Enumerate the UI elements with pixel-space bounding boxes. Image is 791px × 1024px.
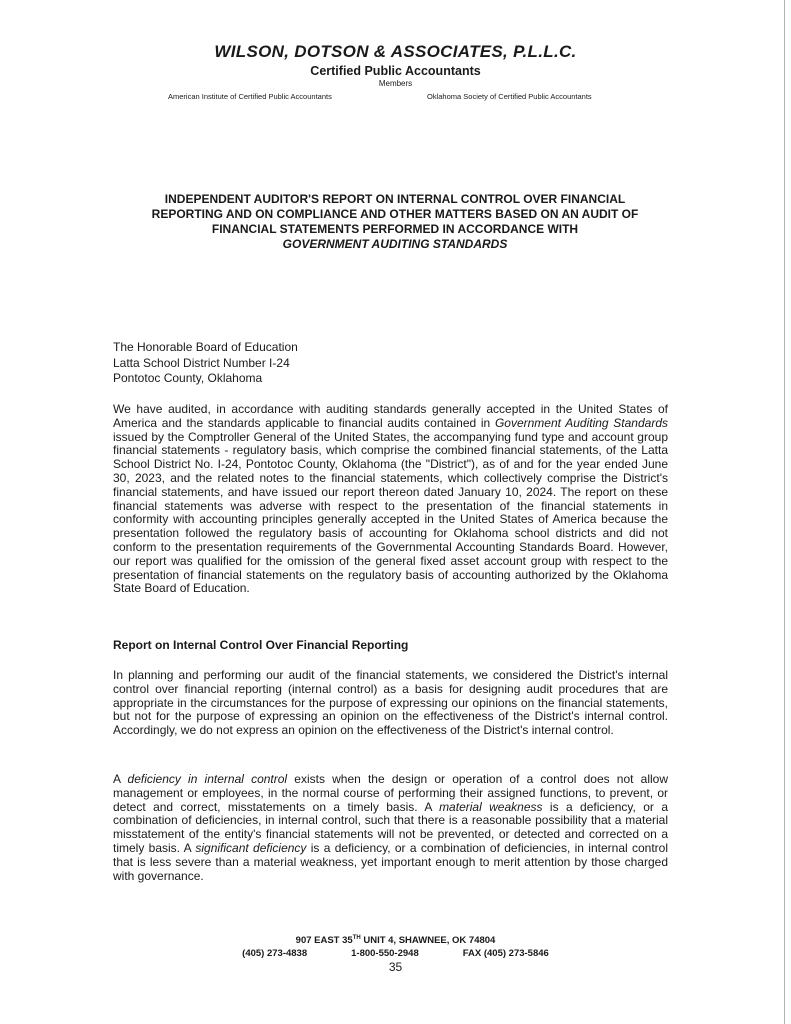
term-significant-deficiency: significant deficiency xyxy=(195,840,307,855)
paragraph3-text-b: exists when the design or operation of a control does not allow management or employees, in the normal course of performing their assigned functions, to prevent, or detect and correct, misstatements on a timely basis. A xyxy=(113,772,668,814)
footer-address xyxy=(0,935,791,946)
report-title-line4: GOVERNMENT AUDITING STANDARDS xyxy=(282,237,508,251)
report-title-line1: INDEPENDENT AUDITOR'S REPORT ON INTERNAL CONTROL OVER FINANCIAL xyxy=(164,192,626,206)
paragraph3-text-c: is a deficiency, or a combination of deficiencies, in internal control, such that there is a reasonable possibility that a material misstatement of the entity's financial statements will not be prevented, or detected and corrected on a timely basis. A xyxy=(113,799,669,855)
letterhead xyxy=(0,42,791,88)
paragraph3-text-a: A xyxy=(113,772,128,786)
term-deficiency: deficiency in internal control xyxy=(127,772,288,786)
paragraph3-text-d: is a deficiency, or a combination of deficiencies, in internal control that is less severe than a material weakness, yet important enough to merit attention by those charged with governance. xyxy=(113,840,669,883)
paragraph-audit-scope xyxy=(113,403,668,596)
report-title-line3: FINANCIAL STATEMENTS PERFORMED IN ACCORDANCE WITH xyxy=(211,222,579,236)
paragraph-definitions xyxy=(113,773,668,883)
members-label: Members xyxy=(378,79,413,88)
paragraph1-text-a: We have audited, in accordance with auditing standards generally accepted in the United States of America and the standards applicable to financial audits contained in xyxy=(113,402,668,430)
addressee-line2: Latta School District Number I-24 xyxy=(113,355,290,370)
footer xyxy=(0,935,791,959)
addressee-line3: Pontotoc County, Oklahoma xyxy=(113,371,263,385)
footer-address-sup: TH xyxy=(352,935,361,941)
paragraph1-emphasis: Government Auditing Standards xyxy=(494,415,668,430)
firm-subtitle: Certified Public Accountants xyxy=(310,64,481,78)
term-material-weakness: material weakness xyxy=(439,799,543,814)
addressee-block xyxy=(113,340,298,387)
report-title xyxy=(100,192,690,252)
footer-address-city: UNIT 4, SHAWNEE, OK 74804 xyxy=(360,935,496,947)
footer-phone: (405) 273-4838 xyxy=(242,948,308,960)
page-number: 35 xyxy=(388,960,403,974)
footer-contacts xyxy=(0,948,791,959)
scan-edge-line xyxy=(784,0,785,1024)
association-aicpa: American Institute of Certified Public Accountants xyxy=(168,92,332,101)
firm-name: WILSON, DOTSON & ASSOCIATES, P.L.L.C. xyxy=(214,42,577,61)
paragraph1-text-b: issued by the Comptroller General of the United States, the accompanying fund type and account group financial statements - regulatory basis, which comprise the combined financial statements, of the Latta School District No. I-24, Pontotoc County, Oklahoma (the "District"), as of and for the year ended June 30, 2023, and the related notes to the financial statements, which collectively comprise the District's financial statements, and have issued our report thereon dated January 10, 2024. The report on these financial statements was adverse with respect to the presentation of the financial statements in conformity with accounting principles generally accepted in the United States of America because the presentation followed the regulatory basis of accounting for Oklahoma school districts and did not conform to the presentation requirements of the Governmental Accounting Standards Board. However, our report was qualified for the omission of the general fixed asset account group with respect to the presentation of financial statements on the regulatory basis of accounting authorized by the Oklahoma State Board of Education. xyxy=(113,429,668,596)
footer-address-street: 907 EAST 35 xyxy=(295,935,353,947)
section-heading: Report on Internal Control Over Financial Reporting xyxy=(113,638,409,652)
report-title-line2: REPORTING AND ON COMPLIANCE AND OTHER MATTERS BASED ON AN AUDIT OF xyxy=(151,207,639,221)
association-oscpa: Oklahoma Society of Certified Public Accountants xyxy=(427,92,592,101)
paragraph-internal-control: In planning and performing our audit of the financial statements, we considered the District's internal control over financial reporting (internal control) as a basis for designing audit procedures that are appropriate in the circumstances for the purpose of expressing our opinions on the financial statements, but not for the purpose of expressing an opinion on the effectiveness of the District's internal control. Accordingly, we do not express an opinion on the effectiveness of the District's internal control. xyxy=(113,668,668,738)
footer-fax: FAX (405) 273-5846 xyxy=(462,948,549,960)
footer-tollfree: 1-800-550-2948 xyxy=(351,948,419,960)
addressee-line1: The Honorable Board of Education xyxy=(113,340,298,354)
